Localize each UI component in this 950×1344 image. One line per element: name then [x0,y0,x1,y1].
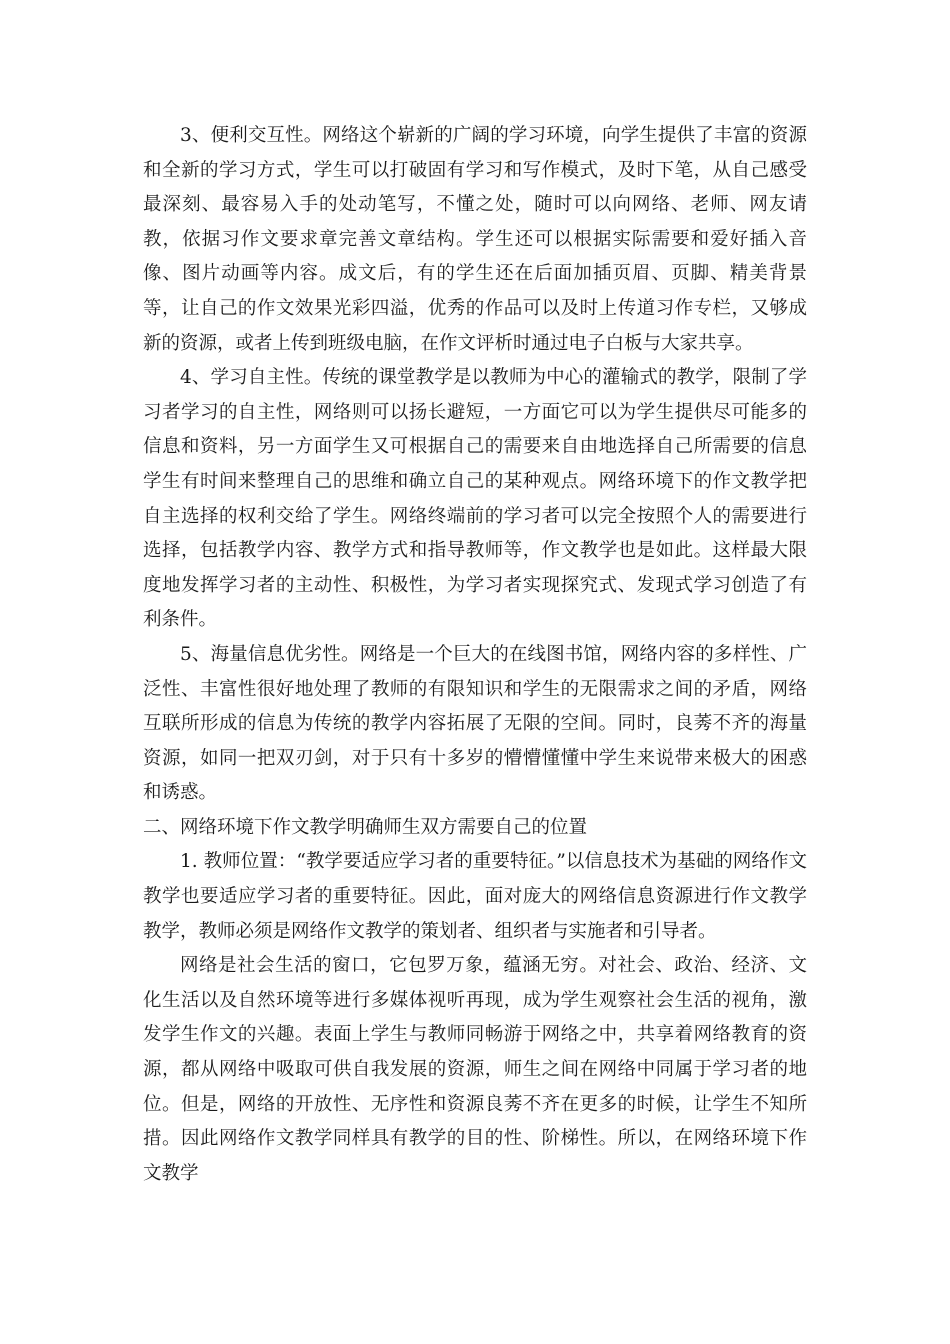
document-body [143,119,807,1191]
paragraph-massive-information: 5、海量信息优劣性。网络是一个巨大的在线图书馆，网络内容的多样性、广泛性、丰富性很好地处理了教师的有限知识和学生的无限需求之间的矛盾，网络互联所形成的信息为传统的教学内容拓展了无限的空间。同时，良莠不齐的海量资源，如同一把双刃剑，对于只有十多岁的懵懵懂懂中学生来说带来极大的困惑和诱惑。 [143,643,807,804]
paragraph-network-window: 网络是社会生活的窗口，它包罗万象，蕴涵无穷。对社会、政治、经济、文化生活以及自然环境等进行多媒体视听再现，成为学生观察社会生活的视角，激发学生作文的兴趣。表面上学生与教师同畅游于网络之中，共享着网络教育的资源，都从网络中吸取可供自我发展的资源，师生之间在网络中同属于学习者的地位。但是，网络的开放性、无序性和资源良莠不齐在更多的时候，让学生不知所措。因此网络作文教学同样具有教学的目的性、阶梯性。所以，在网络环境下作文教学 [143,955,807,1184]
paragraph-autonomy: 4、学习自主性。传统的课堂教学是以教师为中心的灌输式的教学，限制了学习者学习的自主性，网络则可以扬长避短，一方面它可以为学生提供尽可能多的信息和资料，另一方面学生又可根据自己的需要来自由地选择自己所需要的信息学生有时间来整理自己的思维和确立自己的某种观点。网络环境下的作文教学把自主选择的权利交给了学生。网络终端前的学习者可以完全按照个人的需要进行选择，包括教学内容、教学方式和指导教师等，作文教学也是如此。这样最大限度地发挥学习者的主动性、积极性，为学习者实现探究式、发现式学习创造了有利条件。 [143,367,807,631]
section-heading: 二、网络环境下作文教学明确师生双方需要自己的位置 [143,816,588,838]
paragraph-teacher-position: 1. 教师位置：“教学要适应学习者的重要特征。”以信息技术为基础的网络作文教学也要适应学习者的重要特征。因此，面对庞大的网络信息资源进行作文教学教学，教师必须是网络作文教学的策划者、组织者与实施者和引导者。 [143,851,807,942]
paragraph-interactivity: 3、便利交互性。网络这个崭新的广阔的学习环境，向学生提供了丰富的资源和全新的学习方式，学生可以打破固有学习和写作模式，及时下笔，从自己感受最深刻、最容易入手的处动笔写，不懂之处，随时可以向网络、老师、网友请教，依据习作文要求章完善文章结构。学生还可以根据实际需要和爱好插入音像、图片动画等内容。成文后，有的学生还在后面加插页眉、页脚、精美背景等，让自己的作文效果光彩四溢，优秀的作品可以及时上传道习作专栏，又够成新的资源，或者上传到班级电脑，在作文评析时通过电子白板与大家共享。 [143,125,807,354]
